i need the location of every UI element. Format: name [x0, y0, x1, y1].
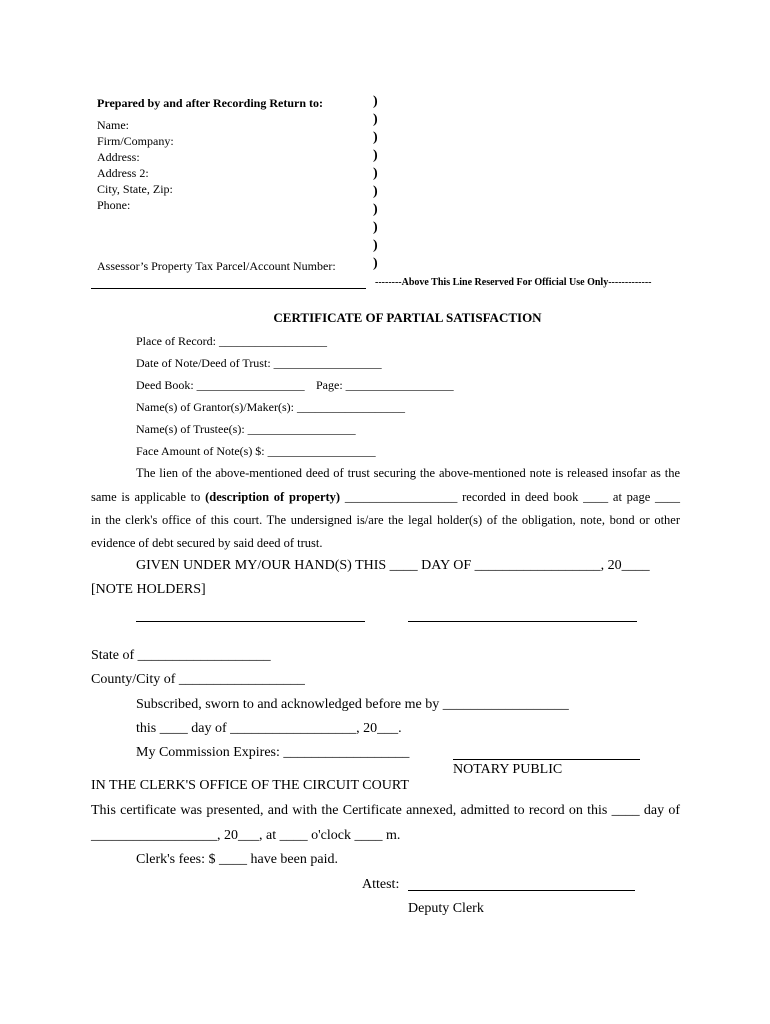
paren-mark: ) — [373, 148, 378, 163]
signature-line — [408, 621, 637, 622]
paren-mark: ) — [373, 94, 378, 109]
county-city-field: County/City of __________________ — [91, 672, 305, 687]
trustees-field: Name(s) of Trustee(s): __________________ — [136, 422, 356, 436]
paren-mark: ) — [373, 220, 378, 235]
paren-mark: ) — [373, 166, 378, 181]
release-paragraph-line: The lien of the above-mentioned deed of trust securing the above-mentioned note is released insofar as the — [136, 466, 680, 480]
deputy-clerk-label: Deputy Clerk — [408, 901, 484, 916]
subscribed-line: Subscribed, sworn to and acknowledged before me by __________________ — [136, 697, 569, 712]
page-title: CERTIFICATE OF PARTIAL SATISFACTION — [273, 310, 542, 325]
notary-signature-line — [453, 759, 640, 760]
property-description-label: (description of property) — [205, 490, 341, 504]
paren-mark: ) — [373, 238, 378, 253]
release-paragraph-line: in the clerk's office of this court. The undersigned is/are the legal holder(s) of the obligation, note, bond or other — [91, 513, 680, 527]
address-label: Address: — [97, 150, 140, 164]
official-use-notice: --------Above This Line Reserved For Official Use Only------------- — [375, 277, 652, 288]
release-paragraph-line — [91, 490, 680, 505]
assessor-label: Assessor’s Property Tax Parcel/Account Number: — [97, 259, 336, 273]
release-text: __________________ recorded in deed book ____ at page ____ — [344, 490, 681, 504]
release-paragraph-line: evidence of debt secured by said deed of trust. — [91, 536, 323, 550]
attest-signature-line — [408, 890, 635, 891]
place-of-record-field: Place of Record: __________________ — [136, 334, 327, 348]
commission-expires-field: My Commission Expires: __________________ — [136, 745, 410, 760]
paren-mark: ) — [373, 130, 378, 145]
phone-label: Phone: — [97, 198, 131, 212]
page-field: Page: __________________ — [316, 378, 454, 392]
grantors-field: Name(s) of Grantor(s)/Maker(s): __________________ — [136, 400, 405, 414]
address2-label: Address 2: — [97, 166, 149, 180]
paren-mark: ) — [373, 184, 378, 199]
clerk-office-heading: IN THE CLERK'S OFFICE OF THE CIRCUIT COURT — [91, 778, 409, 793]
face-amount-field: Face Amount of Note(s) $: __________________ — [136, 444, 376, 458]
clerk-fees-line: Clerk's fees: $ ____ have been paid. — [136, 852, 338, 867]
firm-label: Firm/Company: — [97, 134, 174, 148]
given-under-line: GIVEN UNDER MY/OUR HAND(S) THIS ____ DAY OF __________________, 20____ — [136, 558, 650, 573]
note-holders-label: [NOTE HOLDERS] — [91, 582, 206, 597]
this-day-line: this ____ day of __________________, 20___. — [136, 721, 402, 736]
paren-mark: ) — [373, 112, 378, 127]
presented-line: This certificate was presented, and with the Certificate annexed, admitted to record on this ____ day of — [91, 803, 680, 818]
prepared-by-heading: Prepared by and after Recording Return to: — [97, 96, 323, 110]
notary-public-label: NOTARY PUBLIC — [453, 762, 563, 777]
paren-mark: ) — [373, 202, 378, 217]
paren-mark: ) — [373, 256, 378, 271]
date-of-note-field: Date of Note/Deed of Trust: __________________ — [136, 356, 382, 370]
state-field: State of ___________________ — [91, 648, 271, 663]
signature-line — [136, 621, 365, 622]
name-label: Name: — [97, 118, 129, 132]
header-rule — [91, 288, 366, 289]
attest-label: Attest: — [362, 877, 400, 892]
city-state-zip-label: City, State, Zip: — [97, 182, 173, 196]
release-text: same is applicable to — [91, 490, 201, 504]
deed-book-field: Deed Book: __________________ — [136, 378, 305, 392]
presented-line: __________________, 20___, at ____ o'clock ____ m. — [91, 828, 401, 843]
